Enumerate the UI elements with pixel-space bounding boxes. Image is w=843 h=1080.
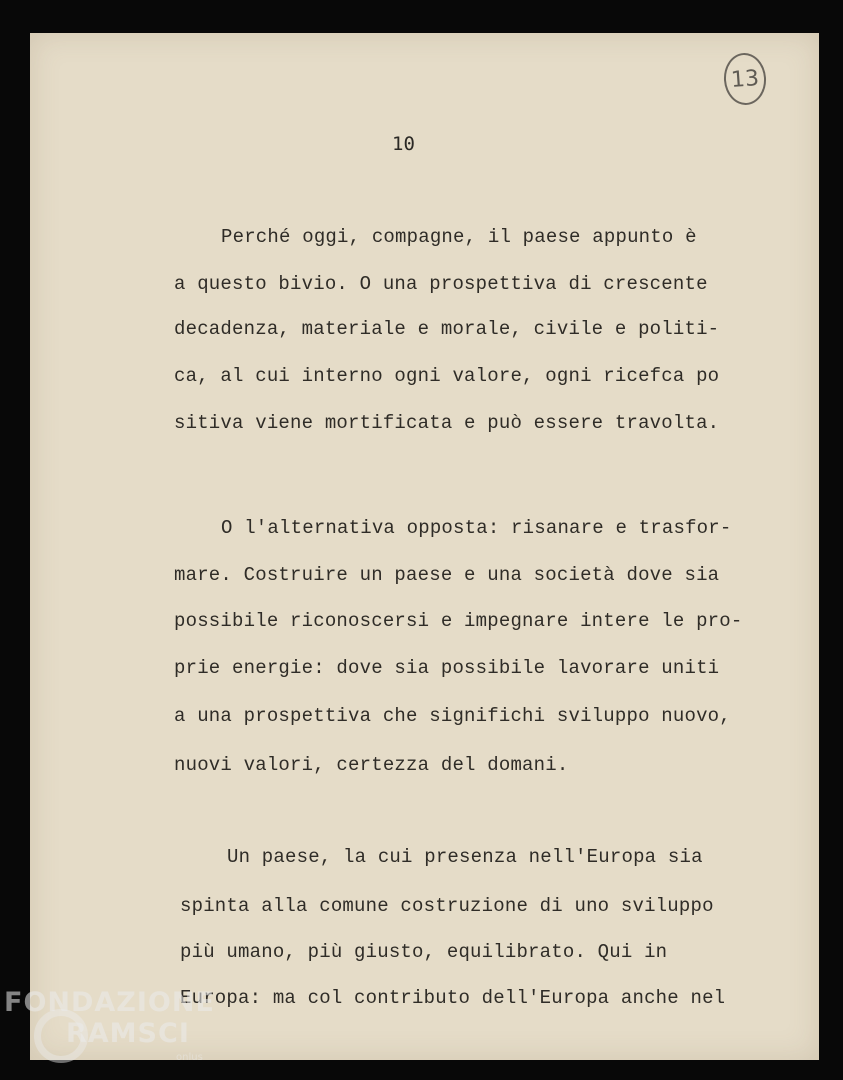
text-line: O l'alternativa opposta: risanare e trasfor- [221,517,732,539]
text-line: Europa: ma col contributo dell'Europa anche nel [180,987,726,1009]
text-line: decadenza, materiale e morale, civile e politi- [174,318,720,340]
text-line: più umano, più giusto, equilibrato. Qui in [180,941,668,963]
text-line: spinta alla comune costruzione di uno sviluppo [180,895,714,917]
text-line: prie energie: dove sia possibile lavorare uniti [174,657,720,679]
text-line: ca, al cui interno ogni valore, ogni ricefca po [174,365,720,387]
text-line: mare. Costruire un paese e una società dove sia [174,564,720,586]
text-line: sitiva viene mortificata e può essere travolta. [174,412,720,434]
fondazione-gramsci-watermark [4,987,215,1063]
watermark-suffix: onlus [176,1052,203,1063]
text-line: possibile riconoscersi e impegnare intere le pro- [174,610,743,632]
archive-stamp-number: 13 [730,65,760,93]
watermark-g-logo-icon [34,1009,88,1063]
text-line: Perché oggi, compagne, il paese appunto è [221,226,697,248]
text-line: Un paese, la cui presenza nell'Europa sia [227,846,703,868]
text-line: a questo bivio. O una prospettiva di crescente [174,273,708,295]
text-line: a una prospettiva che significhi sviluppo nuovo, [174,705,731,727]
watermark-line-1: FONDAZIONE [4,987,215,1018]
page-number: 10 [392,133,415,155]
watermark-line-2: RAMSCI [66,1018,190,1049]
text-line: nuovi valori, certezza del domani. [174,754,569,776]
